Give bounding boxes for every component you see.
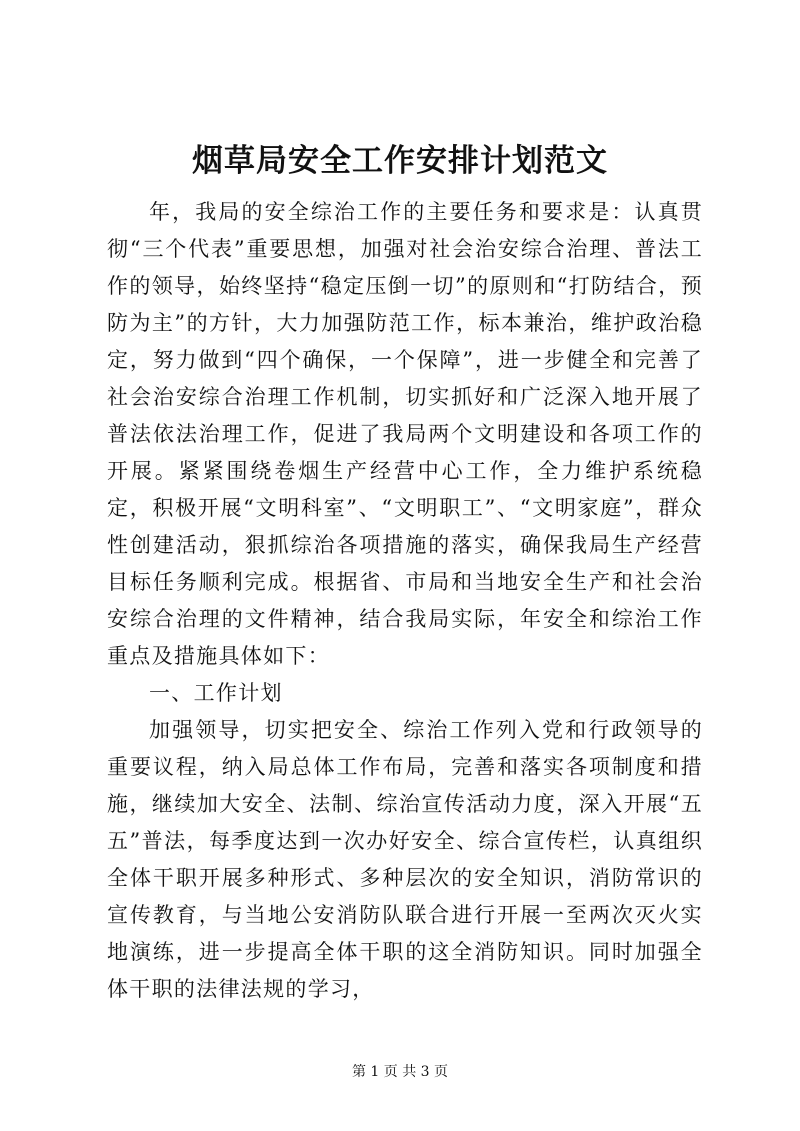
page-footer [0,1062,800,1082]
document-title: 烟草局安全工作安排计划范文 [192,143,608,179]
section-heading-work-plan: 一、工作计划 [149,681,283,705]
paragraph-intro: 年，我局的安全综治工作的主要任务和要求是：认真贯彻“三个代表”重要思想，加强对社会治安综合治理、普法工作的领导，始终坚持“稳定压倒一切”的原则和“打防结合，预防为主”的方针，大力加强防范工作，标本兼治，维护政治稳定，努力做到“四个确保，一个保障”，进一步健全和完善了社会治安综合治理工作机制，切实抓好和广泛深入地开展了普法依法治理工作，促进了我局两个文明建设和各项工作的开展。紧紧围绕卷烟生产经营中心工作，全力维护系统稳定，积极开展“文明科室”、“文明职工”、“文明家庭”，群众性创建活动，狠抓综治各项措施的落实，确保我局生产经营目标任务顺利完成。根据省、市局和当地安全生产和社会治安综合治理的文件精神，结合我局实际，年安全和综治工作重点及措施具体如下： [107,200,703,668]
page-number: 第 1 页 共 3 页 [351,1064,449,1080]
paragraph-strengthen-leadership: 加强领导，切实把安全、综治工作列入党和行政领导的重要议程，纳入局总体工作布局，完善和落实各项制度和措施，继续加大安全、法制、综治宣传活动力度，深入开展“五五”普法，每季度达到一次办好安全、综合宣传栏，认真组织全体干职开展多种形式、多种层次的安全知识，消防常识的宣传教育，与当地公安消防队联合进行开展一至两次灭火实地演练，进一步提高全体干职的这全消防知识。同时加强全体干职的法律法规的学习， [107,718,703,1001]
document-body [107,194,703,1008]
